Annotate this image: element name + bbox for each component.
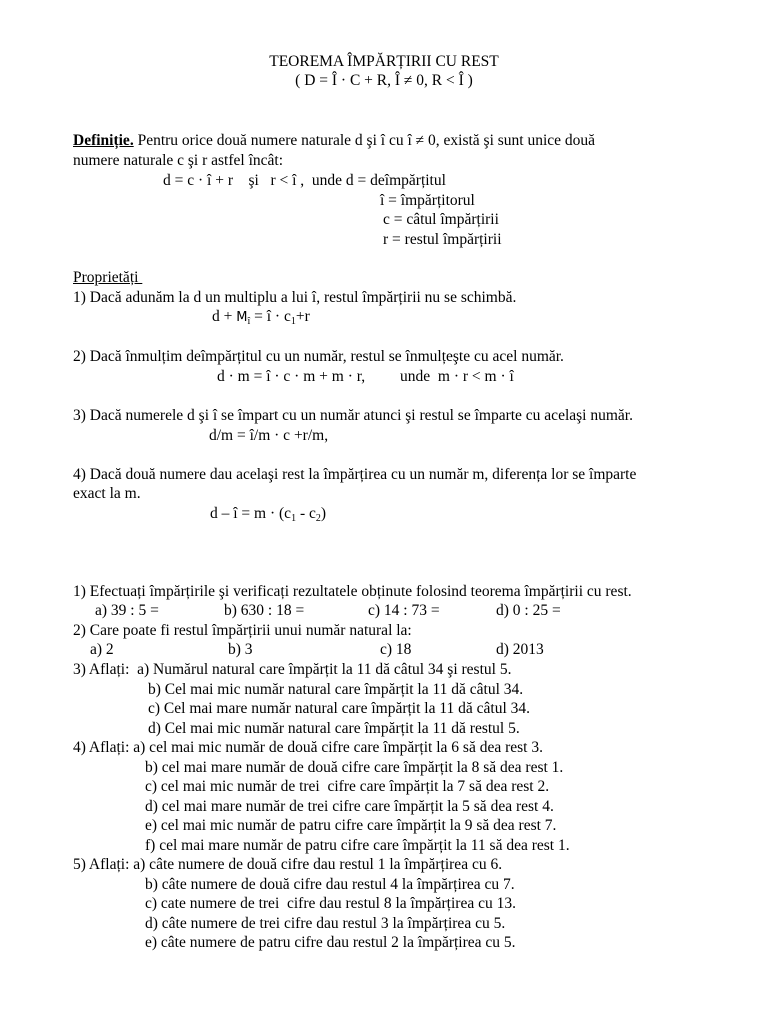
definition-line-1 (73, 131, 595, 151)
property-3: 3) Dacă numerele d şi î se împart cu un număr atunci şi restul se împarte cu acelaşi număr. (73, 407, 633, 424)
definition-text-2: numere naturale c şi r astfel încât: (73, 152, 284, 169)
exercise-2: 2) Care poate fi restul împărțirii unui număr natural la: (73, 622, 412, 639)
exercise-1-c: c) 14 : 73 = (368, 602, 440, 619)
exercise-1-b: b) 630 : 18 = (224, 602, 305, 619)
exercise-1: 1) Efectuați împărțirile şi verificați rezultatele obținute folosind teorema împărțirii cu rest. (73, 583, 632, 600)
exercise-5-b: b) câte numere de două cifre dau restul 4 la împărțirea cu 7. (145, 876, 515, 893)
exercise-5-d: d) câte numere de trei cifre dau restul 3 la împărțirea cu 5. (145, 915, 506, 932)
property-2: 2) Dacă înmulțim deîmpărțitul cu un număr, restul se înmulțeşte cu acel număr. (73, 348, 564, 365)
definition-remainder: r = restul împărțirii (383, 231, 502, 248)
definition-divisor: î = împărțitorul (380, 192, 475, 209)
exercise-5-e: e) câte numere de patru cifre dau restul 2 la împărțirea cu 5. (145, 934, 516, 951)
exercise-4-e: e) cel mai mic număr de patru cifre care împărțit la 9 să dea rest 7. (145, 817, 557, 834)
title-formula: ( D = Î · C + R, Î ≠ 0, R < Î ) (295, 72, 473, 89)
property-4-formula: d – î = $m \cdot (c_1 - c_2)$ (210, 505, 327, 524)
definition-label: Definiție. (73, 132, 134, 149)
exercise-4-d: d) cel mai mare număr de trei cifre care împărțit la 5 să dea rest 4. (145, 798, 554, 815)
property-1: 1) Dacă adunăm la d un multiplu a lui î, restul împărțirii nu se schimbă. (73, 289, 517, 306)
definition-quotient: c = câtul împărțirii (383, 211, 499, 228)
exercise-2-a: a) 2 (90, 641, 114, 658)
definition-formula: d = c · î + r şi r < î , unde d = deîmpărțitul (163, 172, 446, 189)
property-3-formula: d/m = î/m · c +r/m, (209, 427, 329, 444)
exercise-1-d: d) 0 : 25 = (496, 602, 561, 619)
exercise-5-a: 5) Aflați: a) câte numere de două cifre dau restul 1 la împărțirea cu 6. (73, 856, 503, 873)
exercise-4-c: c) cel mai mic număr de trei cifre care împărțit la 7 să dea rest 2. (145, 778, 550, 795)
exercise-2-b: b) 3 (228, 641, 253, 658)
document-title: TEOREMA ÎMPĂRȚIRII CU REST (269, 53, 499, 70)
exercise-3-d: d) Cel mai mic număr natural care împărțit la 11 dă restul 5. (148, 720, 520, 737)
exercise-3-b: b) Cel mai mic număr natural care împărțit la 11 dă câtul 34. (148, 681, 524, 698)
property-4-line-2: exact la m. (73, 485, 141, 502)
exercise-3-c: c) Cel mai mare număr natural care împărțit la 11 dă câtul 34. (148, 700, 531, 717)
exercise-4-f: f) cel mai mare număr de patru cifre care împărțit la 11 să dea rest 1. (145, 837, 570, 854)
exercise-3-a: 3) Aflați: a) Numărul natural care împărțit la 11 dă câtul 34 şi restul 5. (73, 661, 512, 678)
property-1-formula: $d + M_î$ = î · $c_1+r$ (212, 308, 310, 327)
exercise-2-c: c) 18 (380, 641, 412, 658)
property-4-line-1: 4) Dacă două numere dau acelaşi rest la împărțirea cu un număr m, diferența lor se împarte (73, 466, 637, 483)
exercise-1-a: a) 39 : 5 = (95, 602, 159, 619)
exercise-2-d: d) 2013 (496, 641, 544, 658)
exercise-4-b: b) cel mai mare număr de două cifre care împărțit la 8 să dea rest 1. (145, 759, 564, 776)
property-2-formula: d · m = î · c · m + m · r, unde m · r < m · î (217, 368, 514, 385)
definition-text-1: Pentru orice două numere naturale d şi î cu î ≠ 0, există şi sunt unice două (133, 132, 596, 149)
exercise-4-a: 4) Aflați: a) cel mai mic număr de două cifre care împărțit la 6 să dea rest 3. (73, 739, 543, 756)
exercise-5-c: c) cate numere de trei cifre dau restul 8 la împărțirea cu 13. (145, 895, 516, 912)
properties-label: Proprietăți (73, 269, 143, 286)
